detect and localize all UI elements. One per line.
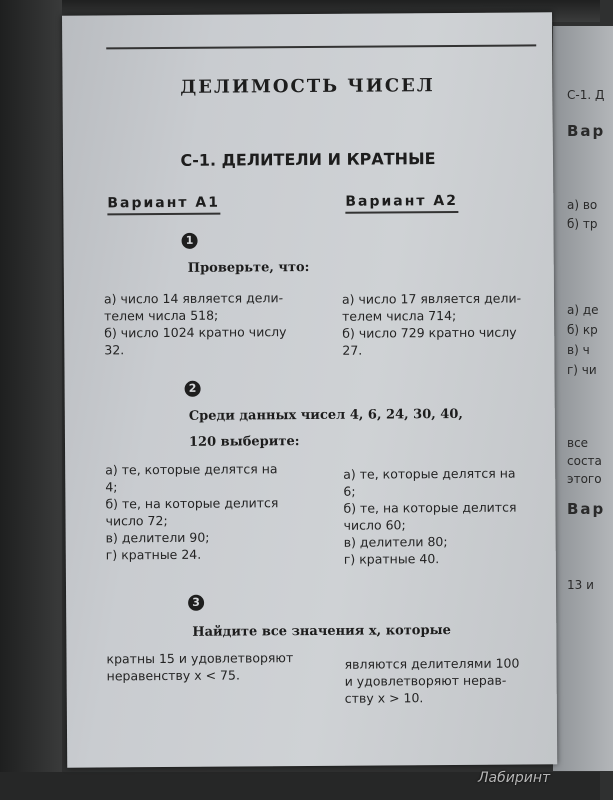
task-2-prompt-line-1: Среди данных чисел 4, 6, 24, 30, 40, <box>188 406 463 424</box>
variant-a2-heading: Вариант А2 <box>345 192 459 210</box>
text-line: б) число 1024 кратно числу <box>104 324 287 341</box>
next-page-header: С-1. Д <box>567 88 605 102</box>
book-page <box>62 12 557 767</box>
next-page-line: этого <box>567 472 602 486</box>
task-number-2: 2 <box>185 381 201 397</box>
text-line: число 72; <box>105 512 168 529</box>
task-2-variant-a2 <box>343 464 544 567</box>
task-2-variant-a1 <box>105 460 316 563</box>
text-line: а) число 14 является дели- <box>103 290 284 307</box>
task-3-variant-a1 <box>106 649 316 684</box>
text-line: число 60; <box>343 517 406 533</box>
next-page-line: в) ч <box>567 343 590 357</box>
text-line: 32. <box>104 342 125 358</box>
text-line: а) те, которые делятся на <box>105 461 278 478</box>
text-line: 4; <box>105 479 118 495</box>
text-line: б) те, на которые делится <box>343 499 517 516</box>
text-line: б) число 729 кратно числу <box>342 324 517 341</box>
task-3-variant-a2 <box>344 654 544 706</box>
next-page-line: а) де <box>567 303 599 317</box>
next-page-line: соста <box>567 454 602 468</box>
background-left <box>0 0 62 800</box>
text-line: б) те, на которые делится <box>105 495 279 512</box>
text-line: г) кратные 24. <box>105 546 202 563</box>
text-line: и удовлетворяют нерав- <box>344 672 507 689</box>
text-line: а) те, которые делятся на <box>343 465 516 482</box>
next-page-line: 13 и <box>567 578 594 592</box>
text-line: неравенству x < 75. <box>106 667 240 684</box>
text-line: являются делителями 100 <box>344 655 520 672</box>
variant-a1-heading: Вариант А1 <box>107 194 221 212</box>
text-line: телем числа 714; <box>342 307 457 324</box>
next-page <box>553 26 613 771</box>
text-line: в) делители 90; <box>105 529 210 546</box>
next-page-variant-2: Вар <box>567 500 606 518</box>
text-line: 6; <box>343 483 356 499</box>
text-line: г) кратные 40. <box>343 551 440 567</box>
top-rule <box>106 44 536 49</box>
task-1-prompt: Проверьте, что: <box>187 259 310 276</box>
watermark: Лабиринт <box>478 770 551 786</box>
text-line: в) делители 80; <box>343 534 448 550</box>
next-page-line: а) во <box>567 198 598 212</box>
task-3-prompt: Найдите все значения x, которые <box>192 623 451 640</box>
next-page-line: все <box>567 436 589 450</box>
task-1-variant-a1 <box>104 289 314 358</box>
task-number-3: 3 <box>188 595 204 611</box>
next-page-line: б) кр <box>567 323 598 337</box>
task-2-prompt-line-2: 120 выберите: <box>188 434 300 450</box>
next-page-variant: Вар <box>567 122 606 140</box>
chapter-title: ДЕЛИМОСТЬ ЧИСЕЛ <box>180 75 435 98</box>
task-1-variant-a2 <box>342 289 542 358</box>
text-line: ству x > 10. <box>344 690 424 706</box>
section-title: С-1. ДЕЛИТЕЛИ И КРАТНЫЕ <box>180 149 436 170</box>
text-line: телем числа 518; <box>104 307 219 324</box>
next-page-line: б) тр <box>567 217 598 231</box>
next-page-line: г) чи <box>567 363 597 377</box>
task-number-1: 1 <box>182 233 198 249</box>
text-line: кратны 15 и удовлетворяют <box>106 650 294 667</box>
text-line: 27. <box>342 342 363 358</box>
text-line: а) число 17 является дели- <box>341 290 522 307</box>
